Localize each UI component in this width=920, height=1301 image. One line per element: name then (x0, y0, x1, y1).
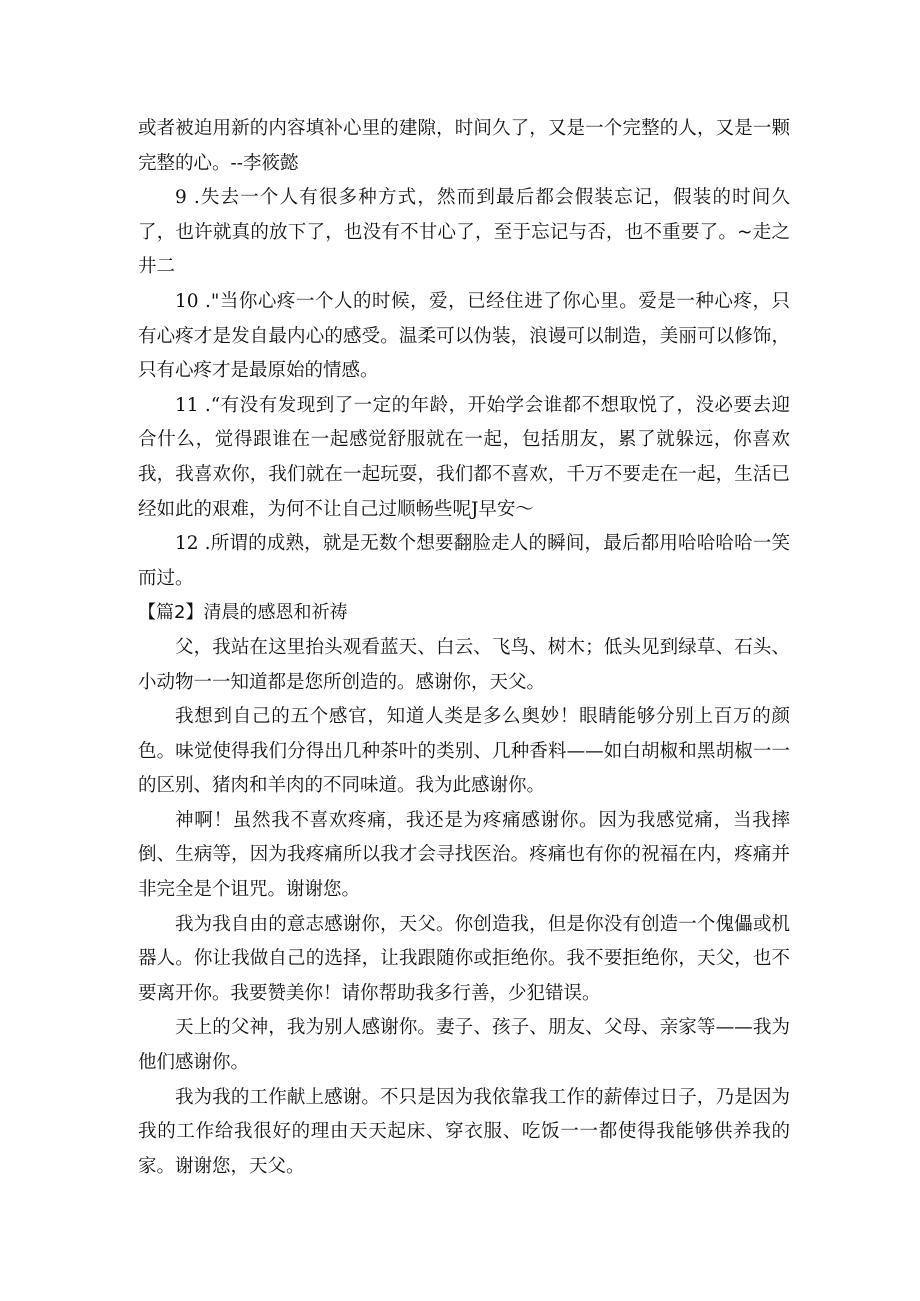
paragraph-continuation: 或者被迫用新的内容填补心里的建隙，时间久了，又是一个完整的人，又是一颗完整的心。--李筱懿 (138, 118, 790, 174)
section-paragraph: 父，我站在这里抬头观看蓝天、白云、飞鸟、树木；低头见到绿草、石头、小动物一一知道都是您所创造的。感谢你，天父。 (138, 636, 790, 693)
section-paragraph: 我为我自由的意志感谢你，天父。你创造我，但是你没有创造一个傀儡或机器人。你让我做自己的选择，让我跟随你或拒绝你。我不要拒绝你，天父，也不要离开你。我要赞美你！请你帮助我多行善，少犯错误。 (138, 913, 790, 1004)
section-paragraph: 我为我的工作献上感谢。不只是因为我依靠我工作的薪俸过日子，乃是因为我的工作给我很好的理由天天起床、穿衣服、吃饭一一都使得我能够供养我的家。谢谢您，天父。 (138, 1086, 790, 1177)
section-paragraph: 神啊！虽然我不喜欢疼痛，我还是为疼痛感谢你。因为我感觉痛，当我摔倒、生病等，因为我疼痛所以我才会寻找医治。疼痛也有你的祝福在内，疼痛并非完全是个诅咒。谢谢您。 (138, 809, 790, 901)
document-page (138, 112, 790, 1184)
paragraph-item-12: 12 .所谓的成熟，就是无数个想要翻脸走人的瞬间，最后都用哈哈哈哈一笑而过。 (138, 533, 790, 589)
section-paragraph: 我想到自己的五个感官，知道人类是多么奥妙！眼睛能够分别上百万的颜色。味觉使得我们分得出几种茶叶的类别、几种香料——如白胡椒和黑胡椒一一的区别、猪肉和羊肉的不同味道。我为此感谢你。 (138, 706, 790, 797)
section-paragraph: 天上的父神，我为别人感谢你。妻子、孩子、朋友、父母、亲家等——我为他们感谢你。 (138, 1017, 790, 1074)
section-heading: 【篇2】清晨的感恩和祈祷 (138, 602, 348, 624)
paragraph-item-11: 11 .“有没有发现到了一定的年龄，开始学会谁都不想取悦了，没必要去迎合什么，觉得跟谁在一起感觉舒服就在一起，包括朋友，累了就躲远，你喜欢我，我喜欢你，我们就在一起玩耍，我们都不喜欢，千万不要走在一起，生活已经如此的艰难，为何不让自己过顺畅些呢J早安〜 (138, 394, 790, 520)
paragraph-item-9: 9 .失去一个人有很多种方式，然而到最后都会假装忘记，假装的时间久了，也许就真的放下了，也没有不甘心了，至于忘记与否，也不重要了。~走之井二 (138, 187, 790, 278)
paragraph-item-10: 10 ."当你心疼一个人的时候，爱，已经住进了你心里。爱是一种心疼，只有心疼才是发自最内心的感受。温柔可以伪装，浪谩可以制造，美丽可以修饰，只有心疼才是最原始的情感。 (138, 290, 790, 382)
